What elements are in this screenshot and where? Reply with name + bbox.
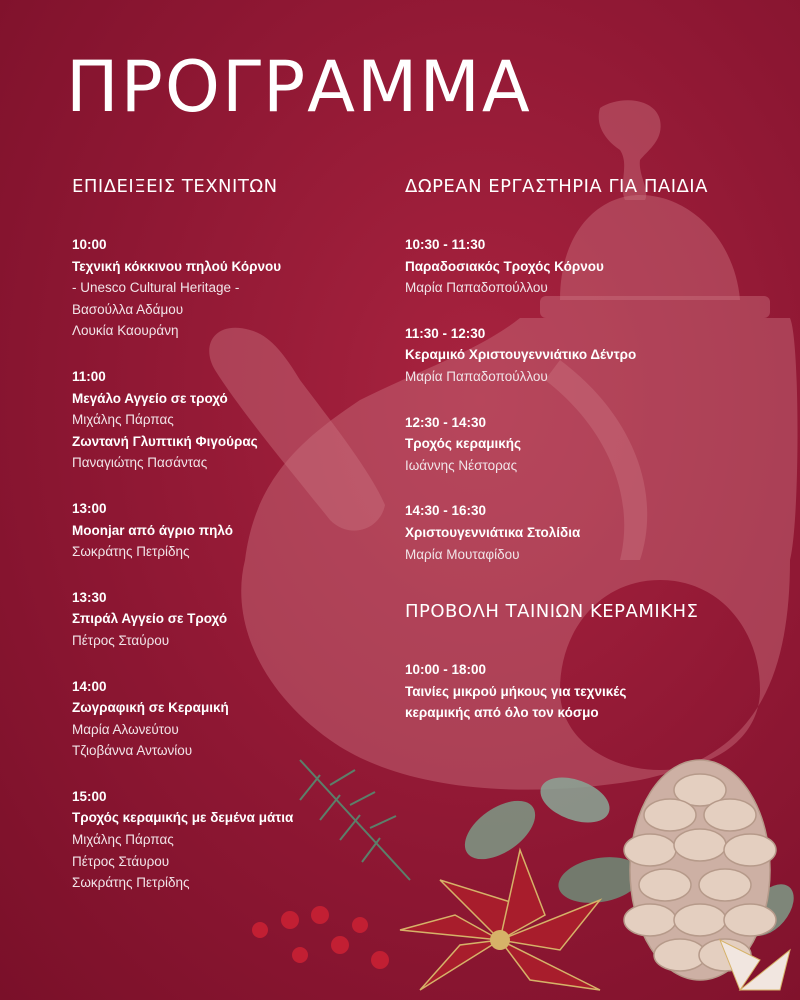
entry-time: 10:00 - 18:00 (405, 662, 487, 678)
entry-person: Πέτρος Σταύρου (72, 632, 170, 648)
entry-person: Μαρία Μουταφίδου (405, 546, 520, 562)
section-heading: ΕΠΙΔΕΙΞΕΙΣ ΤΕΧΝΙΤΩΝ (72, 176, 278, 197)
entry-title: Moonjar από άγριο πηλό (72, 522, 233, 538)
entry-person: Μαρία Αλωνεύτου (72, 721, 179, 737)
entry-title: Ταινίες μικρού μήκους για τεχνικές (405, 683, 627, 699)
entry-person: Μαρία Παπαδοπούλλου (405, 280, 548, 296)
entry-person: - Unesco Cultural Heritage - (72, 280, 240, 296)
schedule-entry (72, 234, 412, 342)
entry-title: Μεγάλο Αγγείο σε τροχό (72, 390, 228, 406)
entry-title: κεραμικής από όλο τον κόσμο (405, 705, 599, 721)
entry-time: 11:00 (72, 368, 106, 384)
schedule-entry (405, 412, 775, 477)
entry-time: 11:30 - 12:30 (405, 325, 486, 341)
schedule-entry (405, 234, 775, 299)
entry-time: 10:00 (72, 237, 107, 252)
entry-title: Κεραμικό Χριστουγεννιάτικο Δέντρο (405, 347, 637, 363)
schedule-entry (72, 587, 412, 652)
entry-person: Μιχάλης Πάρπας (72, 412, 174, 428)
entry-title: Τροχός κεραμικής (405, 436, 522, 452)
entry-title: Τεχνική κόκκινου πηλού Κόρνου (72, 258, 282, 274)
schedule-entry (72, 366, 412, 474)
entry-time: 15:00 (72, 788, 107, 804)
section-heading: ΠΡΟΒΟΛΗ ΤΑΙΝΙΩΝ ΚΕΡΑΜΙΚΗΣ (405, 601, 699, 623)
entry-time: 14:30 - 16:30 (405, 503, 487, 519)
schedule-entry (405, 500, 775, 565)
entry-person: Παναγιώτης Πασάντας (72, 455, 208, 471)
entry-person: Μιχάλης Πάρπας (72, 832, 174, 848)
entry-time: 13:00 (72, 500, 107, 516)
entry-person: Σωκράτης Πετρίδης (72, 875, 190, 891)
entry-title: Παραδοσιακός Τροχός Κόρνου (405, 258, 604, 274)
entry-person: Μαρία Παπαδοπούλλου (405, 368, 548, 384)
entry-time: 13:30 (72, 589, 107, 605)
entry-person: Βασούλλα Αδάμου (72, 301, 184, 317)
schedule-entry (405, 323, 775, 388)
schedule-entry (72, 676, 412, 762)
entry-title: Τροχός κεραμικής με δεμένα μάτια (72, 810, 294, 826)
entry-person: Ιωάννης Νέστορας (405, 457, 518, 473)
schedule-entry (72, 498, 412, 563)
workshops-and-films-column (405, 176, 775, 748)
section-heading: ΔΩΡΕΑΝ ΕΡΓΑΣΤΗΡΙΑ ΓΙΑ ΠΑΙΔΙΑ (405, 176, 708, 197)
entry-title: Ζωντανή Γλυπτική Φιγούρας (72, 433, 258, 449)
entry-person: Λουκία Καουράνη (72, 323, 179, 339)
schedule-entry (405, 659, 775, 724)
entry-person: Πέτρος Στάυρου (72, 853, 170, 869)
entry-time: 10:30 - 11:30 (405, 237, 486, 252)
craftsmen-demonstrations-column (72, 176, 412, 918)
entry-title: Σπιράλ Αγγείο σε Τροχό (72, 611, 228, 627)
entry-person: Σωκράτης Πετρίδης (72, 544, 190, 560)
entry-time: 12:30 - 14:30 (405, 414, 487, 430)
entry-person: Τζιοβάννα Αντωνίου (72, 743, 193, 759)
page-title: ΠΡΟΓΡΑΜΜΑ (66, 46, 532, 128)
schedule-entry (72, 786, 412, 894)
entry-title: Ζωγραφική σε Κεραμική (72, 700, 229, 716)
entry-time: 14:00 (72, 678, 107, 694)
entry-title: Χριστουγεννιάτικα Στολίδια (405, 524, 581, 540)
